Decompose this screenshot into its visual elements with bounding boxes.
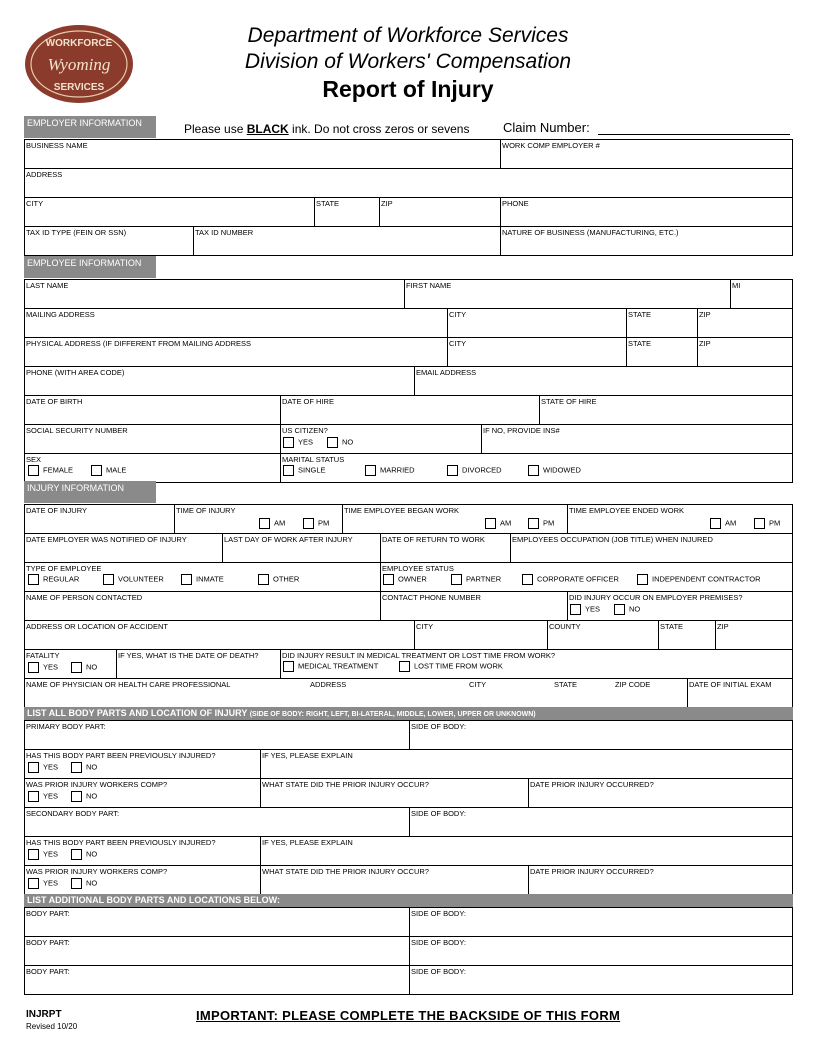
band-text: LOCATION <box>150 708 198 718</box>
field-label: DATE OF BIRTH <box>26 397 83 406</box>
form-row <box>25 837 792 866</box>
injury-section-header: INJURY INFORMATION <box>24 481 156 503</box>
field-label: HAS THIS BODY PART BEEN PREVIOUSLY INJURED? <box>26 838 216 847</box>
field-label: TAX ID NUMBER <box>195 228 254 237</box>
form-title: Report of Injury <box>322 76 494 102</box>
field-label: LAST NAME <box>26 281 69 290</box>
option-label: NO <box>86 878 98 888</box>
field-label: SIDE OF BODY: <box>411 809 467 818</box>
form-row <box>25 338 792 367</box>
instructions-black: BLACK <box>246 122 289 136</box>
field-label: IF YES, WHAT IS THE DATE OF DEATH? <box>118 651 259 660</box>
checkbox[interactable] <box>28 662 39 673</box>
occupation-field[interactable] <box>510 534 792 562</box>
field-label: HAS THIS BODY PART BEEN PREVIOUSLY INJURED? <box>26 751 216 760</box>
option-label: YES <box>298 437 314 447</box>
ink-instructions <box>184 122 469 136</box>
field-label: MI <box>732 281 741 290</box>
checkbox[interactable] <box>754 518 765 529</box>
form-row <box>25 592 792 621</box>
primary-prior-wc-field <box>25 779 260 807</box>
checkbox[interactable] <box>283 437 294 448</box>
option-label: SINGLE <box>298 465 326 475</box>
division-title: Division of Workers' Compensation <box>244 50 572 73</box>
field-label: WHAT STATE DID THE PRIOR INJURY OCCUR? <box>262 780 429 789</box>
form-row <box>25 966 792 995</box>
claim-number-label: Claim Number: <box>503 120 590 135</box>
checkbox[interactable] <box>614 604 625 615</box>
tax-id-type-field[interactable] <box>25 227 193 255</box>
employee-section-band <box>24 256 793 278</box>
tax-id-number-field[interactable] <box>193 227 500 255</box>
form-row <box>25 227 792 256</box>
field-label: DATE EMPLOYER WAS NOTIFIED OF INJURY <box>26 535 187 544</box>
ins-field[interactable] <box>481 425 792 453</box>
field-label: EMPLOYEES OCCUPATION (JOB TITLE) WHEN INJURED <box>512 535 713 544</box>
additional-grid <box>24 907 793 995</box>
injury-section-band <box>24 481 793 503</box>
checkbox[interactable] <box>28 465 39 476</box>
last-day-field[interactable] <box>222 534 380 562</box>
first-name-field[interactable] <box>404 280 730 308</box>
logo-top-text: WORKFORCE <box>45 38 113 49</box>
checkbox[interactable] <box>28 762 39 773</box>
department-title: Department of Workforce Services <box>247 24 569 47</box>
mailing-city-field[interactable] <box>447 309 626 337</box>
form-row <box>25 779 792 808</box>
checkbox[interactable] <box>570 604 581 615</box>
additional-side-field[interactable] <box>409 908 792 936</box>
date-of-injury-field[interactable] <box>25 505 174 533</box>
checkbox[interactable] <box>283 465 294 476</box>
instructions-prefix: Please use <box>184 122 247 136</box>
option-label: OTHER <box>273 574 300 584</box>
marital-status-field <box>280 454 792 482</box>
additional-side-field[interactable] <box>409 966 792 994</box>
form-row <box>25 505 792 534</box>
checkbox[interactable] <box>71 791 82 802</box>
form-row <box>25 908 792 937</box>
claim-number-field[interactable] <box>598 134 790 135</box>
city-field[interactable] <box>25 198 314 226</box>
time-began-work-field <box>342 505 567 533</box>
field-label: DATE OF INITIAL EXAM <box>689 680 772 689</box>
field-label: STATE <box>628 310 652 319</box>
checkbox[interactable] <box>91 465 102 476</box>
option-label: DIVORCED <box>462 465 502 475</box>
field-label: SEX <box>26 455 42 464</box>
body-parts-section-header <box>24 707 793 720</box>
mailing-state-field[interactable] <box>626 309 697 337</box>
secondary-body-part-field[interactable] <box>25 808 409 836</box>
field-label: PRIMARY BODY PART: <box>26 722 106 731</box>
physical-city-field[interactable] <box>447 338 626 366</box>
checkbox[interactable] <box>28 791 39 802</box>
wc-employer-field[interactable] <box>500 140 792 168</box>
form-row <box>25 563 792 592</box>
form-row <box>25 808 792 837</box>
form-row <box>25 280 792 309</box>
accident-city-field[interactable] <box>414 621 547 649</box>
contact-phone-field[interactable] <box>380 592 567 620</box>
additional-section-header: LIST ADDITIONAL BODY PARTS AND LOCATIONS BELOW: <box>24 894 793 907</box>
phone-field[interactable] <box>500 198 792 226</box>
physical-zip-field[interactable] <box>697 338 792 366</box>
field-label: ZIP CODE <box>615 680 651 689</box>
physical-state-field[interactable] <box>626 338 697 366</box>
band-text: OF INJURY <box>197 708 250 718</box>
option-label: FEMALE <box>43 465 74 475</box>
option-label: NO <box>86 762 98 772</box>
field-label: DATE PRIOR INJURY OCCURRED? <box>530 867 654 876</box>
form-row <box>25 367 792 396</box>
checkbox[interactable] <box>522 574 533 585</box>
form-row <box>25 679 792 708</box>
field-label: WORK COMP EMPLOYER # <box>502 141 600 150</box>
accident-address-field[interactable] <box>25 621 414 649</box>
field-label: CONTACT PHONE NUMBER <box>382 593 481 602</box>
mailing-address-field[interactable] <box>25 309 447 337</box>
field-label: TIME EMPLOYEE BEGAN WORK <box>344 506 460 515</box>
option-label: REGULAR <box>43 574 80 584</box>
field-label: SECONDARY BODY PART: <box>26 809 120 818</box>
option-label: NO <box>86 849 98 859</box>
form-row <box>25 650 792 679</box>
option-label: YES <box>585 604 601 614</box>
checkbox[interactable] <box>71 662 82 673</box>
field-label: ZIP <box>381 199 393 208</box>
physical-address-field[interactable] <box>25 338 447 366</box>
secondary-prior-wc-field <box>25 866 260 894</box>
additional-body-part-field[interactable] <box>25 937 409 965</box>
address-field[interactable] <box>25 169 792 197</box>
field-label: MARITAL STATUS <box>282 455 345 464</box>
field-label: CITY <box>26 199 44 208</box>
body-parts-grid <box>24 720 793 895</box>
checkbox[interactable] <box>103 574 114 585</box>
email-field[interactable] <box>414 367 792 395</box>
option-label: PM <box>543 518 555 528</box>
business-name-field[interactable] <box>25 140 500 168</box>
checkbox[interactable] <box>327 437 338 448</box>
field-label: NAME OF PERSON CONTACTED <box>26 593 143 602</box>
field-label: DATE PRIOR INJURY OCCURRED? <box>530 780 654 789</box>
field-label: SIDE OF BODY: <box>411 909 467 918</box>
checkbox[interactable] <box>259 518 270 529</box>
option-label: NO <box>629 604 641 614</box>
checkbox[interactable] <box>181 574 192 585</box>
additional-body-part-field[interactable] <box>25 908 409 936</box>
field-label: NAME OF PHYSICIAN OR HEALTH CARE PROFESSIONAL <box>26 680 231 689</box>
initial-exam-field[interactable] <box>687 679 792 707</box>
checkbox[interactable] <box>399 661 410 672</box>
employee-section-header: EMPLOYEE INFORMATION <box>24 256 156 278</box>
checkbox[interactable] <box>710 518 721 529</box>
field-label: STATE <box>628 339 652 348</box>
secondary-prior-state-field[interactable] <box>260 866 528 894</box>
checkbox[interactable] <box>258 574 269 585</box>
primary-body-part-field[interactable] <box>25 721 409 749</box>
field-label: ZIP <box>717 622 729 631</box>
field-label: BUSINESS NAME <box>26 141 88 150</box>
field-label: US CITIZEN? <box>282 426 328 435</box>
revision-date: Revised 10/20 <box>26 1022 78 1031</box>
form-row <box>25 621 792 650</box>
field-label: SOCIAL SECURITY NUMBER <box>26 426 128 435</box>
sex-field <box>25 454 280 482</box>
person-contacted-field[interactable] <box>25 592 380 620</box>
employee-grid <box>24 279 793 483</box>
field-label: FIRST NAME <box>406 281 452 290</box>
field-label: PHYSICAL ADDRESS (IF DIFFERENT FROM MAILING ADDRESS <box>26 339 252 348</box>
checkbox[interactable] <box>365 465 376 476</box>
form-row <box>25 140 792 169</box>
additional-band <box>24 894 793 907</box>
field-label: DATE OF HIRE <box>282 397 334 406</box>
accident-county-field[interactable] <box>547 621 658 649</box>
field-label: NATURE OF BUSINESS (MANUFACTURING, ETC.) <box>502 228 679 237</box>
checkbox[interactable] <box>485 518 496 529</box>
additional-body-part-field[interactable] <box>25 966 409 994</box>
field-label: BODY PART: <box>26 967 70 976</box>
primary-prior-date-field[interactable] <box>528 779 792 807</box>
secondary-explain-field[interactable] <box>260 837 792 865</box>
field-label: CITY <box>449 310 467 319</box>
time-ended-work-field <box>567 505 792 533</box>
field-label: ZIP <box>699 310 711 319</box>
employee-type-field <box>25 563 380 591</box>
field-label: WAS PRIOR INJURY WORKERS COMP? <box>26 780 168 789</box>
checkbox[interactable] <box>637 574 648 585</box>
option-label: AM <box>274 518 286 528</box>
option-label: INDEPENDENT CONTRACTOR <box>652 574 761 584</box>
field-label: STATE <box>554 680 578 689</box>
treatment-result-field <box>280 650 792 678</box>
checkbox[interactable] <box>283 661 294 672</box>
primary-explain-field[interactable] <box>260 750 792 778</box>
form-code: INJRPT <box>26 1009 62 1020</box>
phone-field[interactable] <box>25 367 414 395</box>
field-label: MAILING ADDRESS <box>26 310 95 319</box>
primary-prev-injured-field <box>25 750 260 778</box>
checkbox[interactable] <box>71 878 82 889</box>
field-label: BODY PART: <box>26 909 70 918</box>
option-label: MALE <box>106 465 127 475</box>
field-label: DATE OF INJURY <box>26 506 87 515</box>
checkbox[interactable] <box>451 574 462 585</box>
secondary-prior-date-field[interactable] <box>528 866 792 894</box>
field-label: SIDE OF BODY: <box>411 967 467 976</box>
secondary-prev-injured-field <box>25 837 260 865</box>
field-label: TYPE OF EMPLOYEE <box>26 564 102 573</box>
form-row <box>25 866 792 895</box>
option-label: MARRIED <box>380 465 415 475</box>
option-label: YES <box>43 878 59 888</box>
field-label: CITY <box>449 339 467 348</box>
field-label: IF YES, PLEASE EXPLAIN <box>262 751 353 760</box>
option-label: YES <box>43 791 59 801</box>
dob-field[interactable] <box>25 396 280 424</box>
form-row <box>25 309 792 338</box>
option-label: MEDICAL TREATMENT <box>298 661 379 671</box>
option-label: AM <box>725 518 737 528</box>
zip-field[interactable] <box>379 198 500 226</box>
form-row <box>25 937 792 966</box>
field-label: LAST DAY OF WORK AFTER INJURY <box>224 535 353 544</box>
logo-middle-text: Wyoming <box>47 55 111 74</box>
option-label: YES <box>43 662 59 672</box>
ssn-field[interactable] <box>25 425 280 453</box>
us-citizen-field <box>280 425 481 453</box>
form-row <box>25 198 792 227</box>
form-row <box>25 534 792 563</box>
option-label: YES <box>43 762 59 772</box>
option-label: NO <box>86 791 98 801</box>
physician-field[interactable] <box>25 679 687 707</box>
field-label: DID INJURY RESULT IN MEDICAL TREATMENT OR LOST TIME FROM WORK? <box>282 651 556 660</box>
option-label: VOLUNTEER <box>118 574 164 584</box>
field-label: WHAT STATE DID THE PRIOR INJURY OCCUR? <box>262 867 429 876</box>
middle-initial-field[interactable] <box>730 280 792 308</box>
death-date-field[interactable] <box>116 650 280 678</box>
option-label: NO <box>86 662 98 672</box>
return-date-field[interactable] <box>380 534 510 562</box>
premises-field <box>567 592 792 620</box>
form-row <box>25 454 792 483</box>
fatality-field <box>25 650 116 678</box>
option-label: PARTNER <box>466 574 502 584</box>
field-label: WAS PRIOR INJURY WORKERS COMP? <box>26 867 168 876</box>
time-of-injury-field <box>174 505 342 533</box>
logo-bottom-text: SERVICES <box>53 82 105 93</box>
option-label: WIDOWED <box>543 465 581 475</box>
primary-side-field[interactable] <box>409 721 792 749</box>
checkbox[interactable] <box>28 849 39 860</box>
accident-zip-field[interactable] <box>715 621 792 649</box>
field-label: DID INJURY OCCUR ON EMPLOYER PREMISES? <box>569 593 743 602</box>
employer-grid <box>24 139 793 256</box>
form-row <box>25 425 792 454</box>
field-label: EMAIL ADDRESS <box>416 368 477 377</box>
field-label: COUNTY <box>549 622 581 631</box>
field-label: IF YES, PLEASE EXPLAIN <box>262 838 353 847</box>
option-label: CORPORATE OFFICER <box>537 574 619 584</box>
field-label: ADDRESS <box>310 680 347 689</box>
checkbox[interactable] <box>447 465 458 476</box>
field-label: ADDRESS <box>26 170 63 179</box>
state-of-hire-field[interactable] <box>539 396 792 424</box>
checkbox[interactable] <box>28 878 39 889</box>
important-notice: IMPORTANT: PLEASE COMPLETE THE BACKSIDE OF THIS FORM <box>196 1008 621 1023</box>
date-notified-field[interactable] <box>25 534 222 562</box>
field-label: FATALITY <box>26 651 60 660</box>
option-label: LOST TIME FROM WORK <box>414 661 503 671</box>
option-label: OWNER <box>398 574 427 584</box>
option-label: NO <box>342 437 354 447</box>
checkbox[interactable] <box>71 849 82 860</box>
checkbox[interactable] <box>28 574 39 585</box>
option-label: YES <box>43 849 59 859</box>
field-label: DATE OF RETURN TO WORK <box>382 535 485 544</box>
secondary-side-field[interactable] <box>409 808 792 836</box>
checkbox[interactable] <box>71 762 82 773</box>
doh-field[interactable] <box>280 396 539 424</box>
field-label: EMPLOYEE STATUS <box>382 564 454 573</box>
field-label: IF NO, PROVIDE INS# <box>483 426 560 435</box>
employee-status-field <box>380 563 792 591</box>
field-label: SIDE OF BODY: <box>411 722 467 731</box>
band-text: LIST ALL BODY PARTS AND <box>27 708 151 718</box>
employer-section-header: EMPLOYER INFORMATION <box>24 116 156 138</box>
option-label: PM <box>318 518 330 528</box>
form-row <box>25 721 792 750</box>
field-label: ZIP <box>699 339 711 348</box>
instructions-suffix: ink. Do not cross zeros or sevens <box>288 122 470 136</box>
accident-state-field[interactable] <box>658 621 715 649</box>
checkbox[interactable] <box>528 465 539 476</box>
field-label: STATE <box>316 199 340 208</box>
injury-grid <box>24 504 793 708</box>
field-label: CITY <box>416 622 434 631</box>
last-name-field[interactable] <box>25 280 404 308</box>
field-label: PHONE (WITH AREA CODE) <box>26 368 125 377</box>
checkbox[interactable] <box>303 518 314 529</box>
checkbox[interactable] <box>383 574 394 585</box>
checkbox[interactable] <box>528 518 539 529</box>
option-label: INMATE <box>196 574 224 584</box>
band-text: (SIDE OF BODY: RIGHT, LEFT, BI-LATERAL, MIDDLE, LOWER, UPPER OR UNKNOWN) <box>249 711 536 718</box>
option-label: PM <box>769 518 781 528</box>
field-label: STATE OF HIRE <box>541 397 597 406</box>
mailing-zip-field[interactable] <box>697 309 792 337</box>
body-parts-band <box>24 707 793 720</box>
field-label: CITY <box>469 680 487 689</box>
field-label: TAX ID TYPE (FEIN OR SSN) <box>26 228 127 237</box>
primary-prior-state-field[interactable] <box>260 779 528 807</box>
field-label: TIME OF INJURY <box>176 506 236 515</box>
option-label: AM <box>500 518 512 528</box>
field-label: STATE <box>660 622 684 631</box>
field-label: SIDE OF BODY: <box>411 938 467 947</box>
field-label: PHONE <box>502 199 529 208</box>
form-row <box>25 750 792 779</box>
field-label: ADDRESS OR LOCATION OF ACCIDENT <box>26 622 168 631</box>
additional-side-field[interactable] <box>409 937 792 965</box>
field-label: BODY PART: <box>26 938 70 947</box>
form-row <box>25 169 792 198</box>
field-label: TIME EMPLOYEE ENDED WORK <box>569 506 685 515</box>
nature-of-business-field[interactable] <box>500 227 792 255</box>
form-row <box>25 396 792 425</box>
state-field[interactable] <box>314 198 379 226</box>
